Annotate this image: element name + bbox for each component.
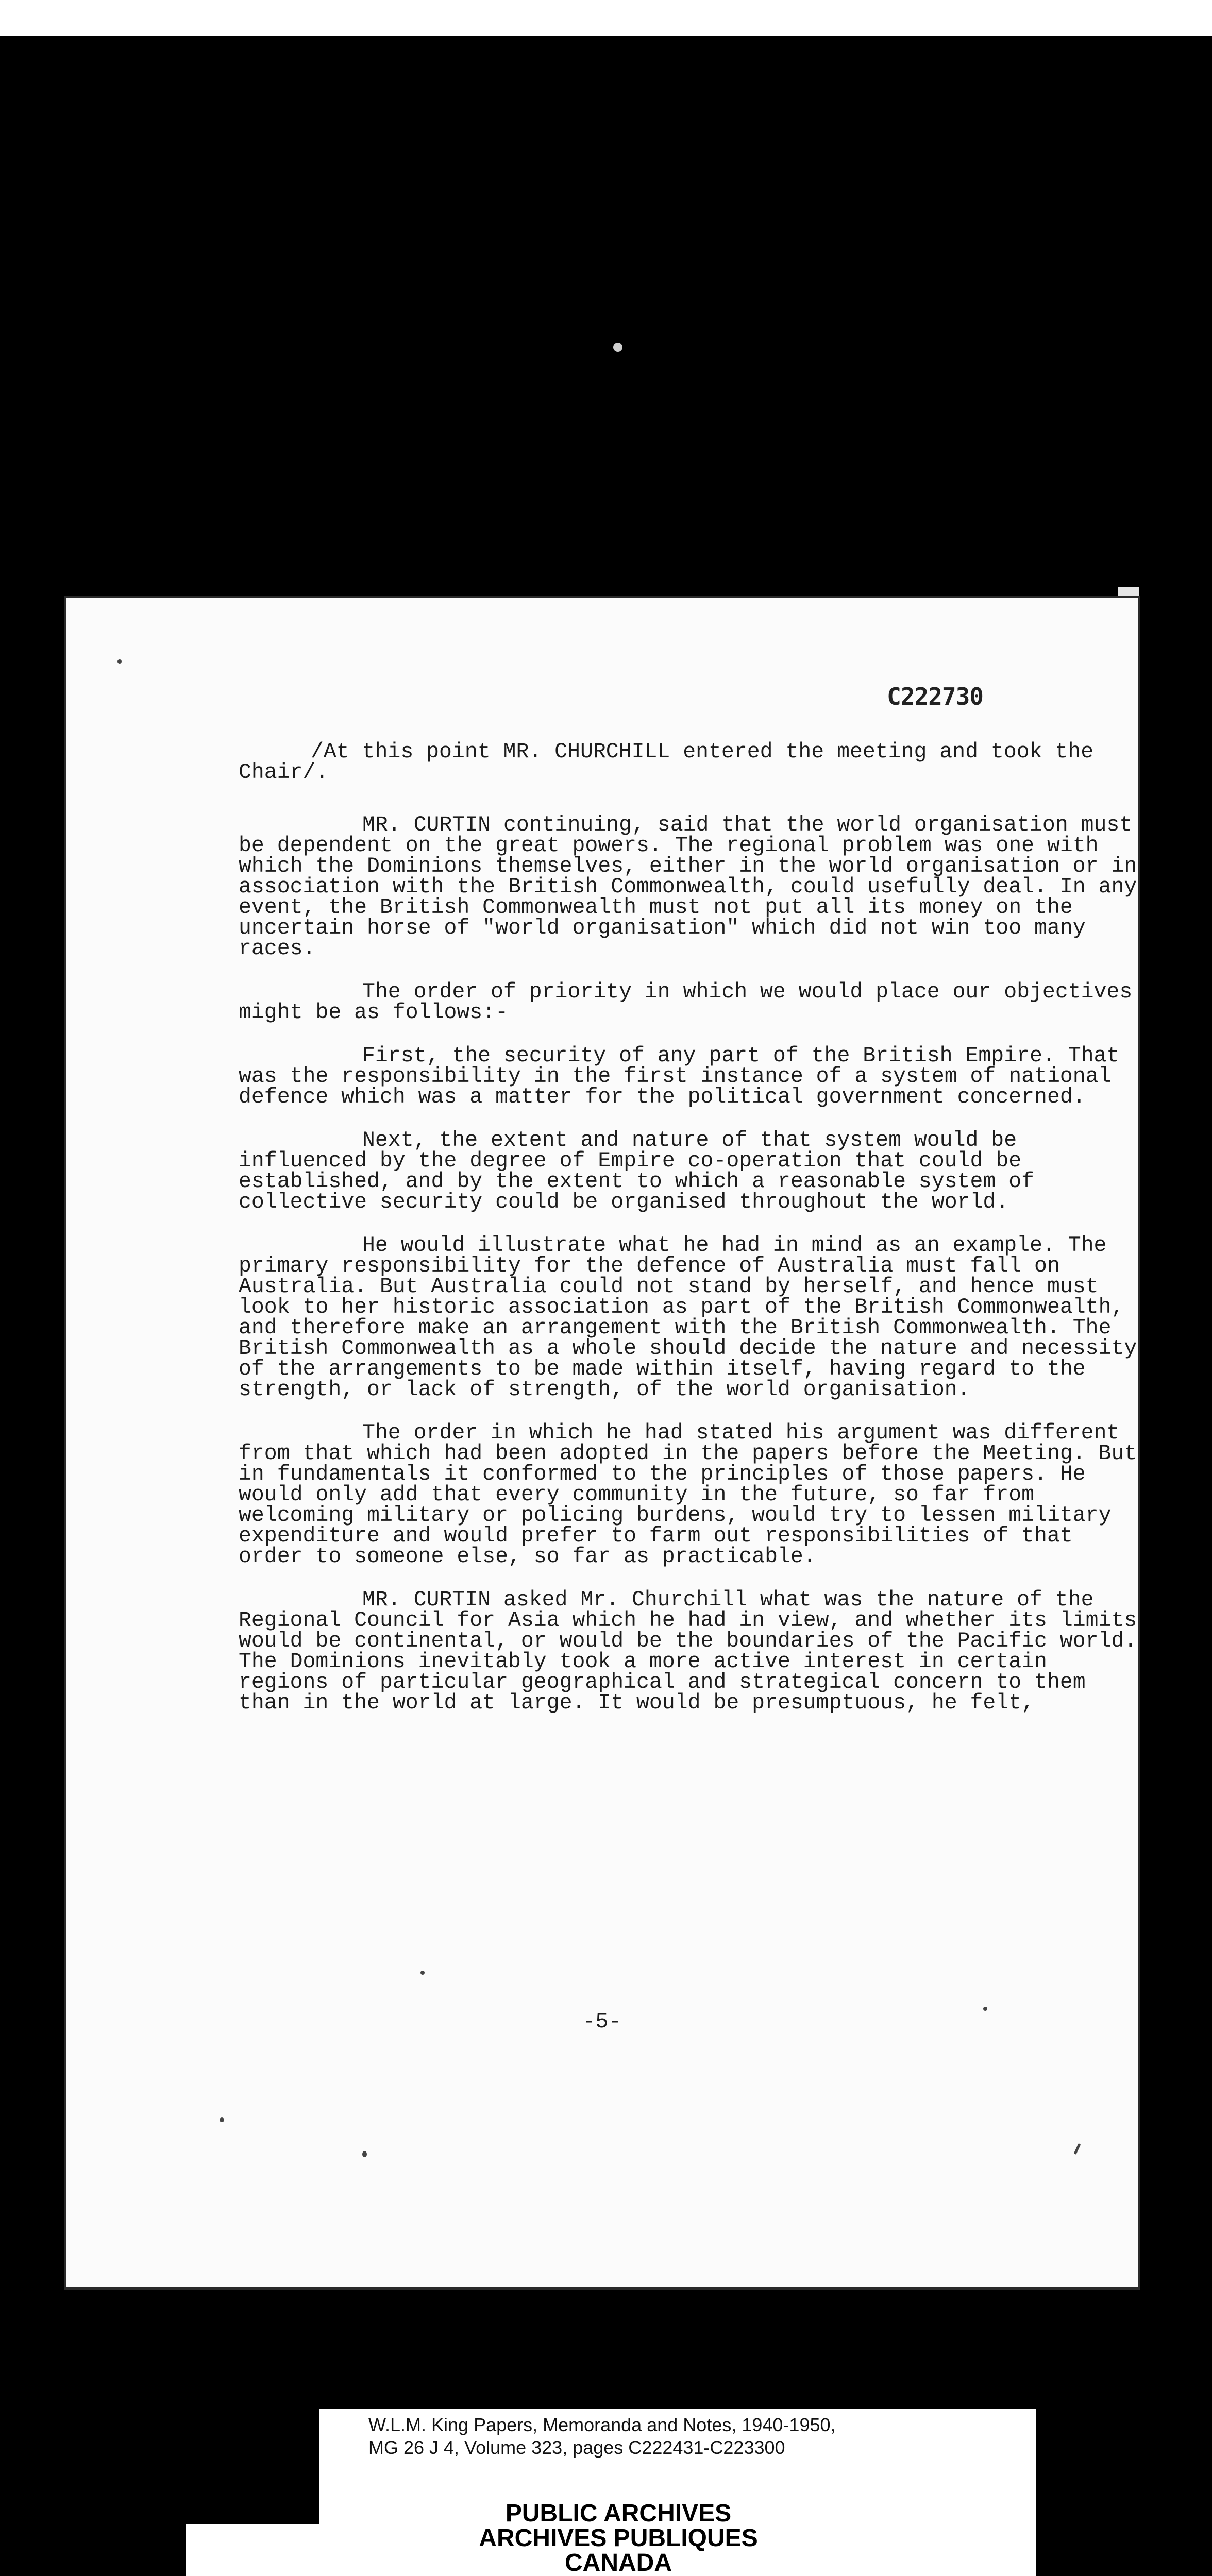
scan-top-margin [0, 0, 1212, 36]
paragraph: MR. CURTIN continuing, said that the world organisation must be dependent on the great powers. The regional problem was one with which the Dominions themselves, either in the world organisation or in association with the British Commonwealth, could usefully deal. In any event, the British Commonwealth must not put all its money on the uncertain horse of "world organisation" which did not win too many races. [239, 813, 1137, 961]
archive-country: CANADA [565, 2549, 672, 2576]
archive-reference [368, 2414, 836, 2459]
paragraph: MR. CURTIN asked Mr. Churchill what was the nature of the Regional Council for Asia which he had in view, and whether its limits would be continental, or would be the boundaries of the Pacific world. The Dominions inevitably took a more active interest in certain regions of particular geographical and strategical concern to them than in the world at large. It would be presumptuous, he felt, [239, 1588, 1137, 1715]
paragraph: The order of priority in which we would place our objectives might be as follows:- [239, 980, 1133, 1025]
ink-mark [117, 659, 122, 664]
document-body [239, 742, 1138, 1736]
paragraph: First, the security of any part of the British Empire. That was the responsibility in the first instance of a system of national defence which was a matter for the political government concerned. [239, 1044, 1120, 1109]
ink-mark [983, 2007, 987, 2011]
paragraph: The order in which he had stated his argument was different from that which had been adopted in the papers before the Meeting. But in fundamentals it conformed to the principles of those papers. He would only add that every community in the future, so far from welcoming military or policing burdens, would try to lessen military expenditure and would prefer to farm out responsibilities of that order to someone else, so far as practicable. [239, 1421, 1137, 1569]
archive-stamp [309, 2501, 928, 2575]
dust-speck [613, 343, 622, 352]
page-number: -5- [582, 2009, 621, 2034]
archive-reference-line-1: W.L.M. King Papers, Memoranda and Notes, 1940-1950, [368, 2414, 836, 2435]
archive-reference-line-2: MG 26 J 4, Volume 323, pages C222431-C223300 [368, 2437, 785, 2458]
ink-mark [362, 2151, 367, 2157]
ink-mark [220, 2117, 224, 2122]
paragraph: He would illustrate what he had in mind as an example. The primary responsibility for the defence of Australia must fall on Australia. But Australia could not stand by herself, and hence must look to her historic association as part of the British Commonwealth, and therefore make an arrangement with the British Commonwealth. The British Commonwealth as a whole should decide the nature and necessity of the arrangements to be made within itself, having regard to the strength, or lack of strength, of the world organisation. [239, 1233, 1137, 1402]
document-number-stamp: C222730 [887, 683, 983, 710]
ink-mark [420, 1971, 425, 1975]
ink-mark [1074, 2143, 1081, 2155]
intro-note: /At this point MR. CHURCHILL entered the meeting and took the Chair/. [239, 740, 1094, 785]
archive-label-notch [186, 2409, 319, 2524]
document-page [66, 598, 1138, 2287]
archive-name-en: PUBLIC ARCHIVES [505, 2500, 732, 2527]
paragraph: Next, the extent and nature of that system would be influenced by the degree of Empire co-operation that could be established, and by the extent to which a reasonable system of collective security could be organised throughout the world. [239, 1128, 1035, 1214]
archive-name-fr: ARCHIVES PUBLIQUES [479, 2524, 758, 2552]
